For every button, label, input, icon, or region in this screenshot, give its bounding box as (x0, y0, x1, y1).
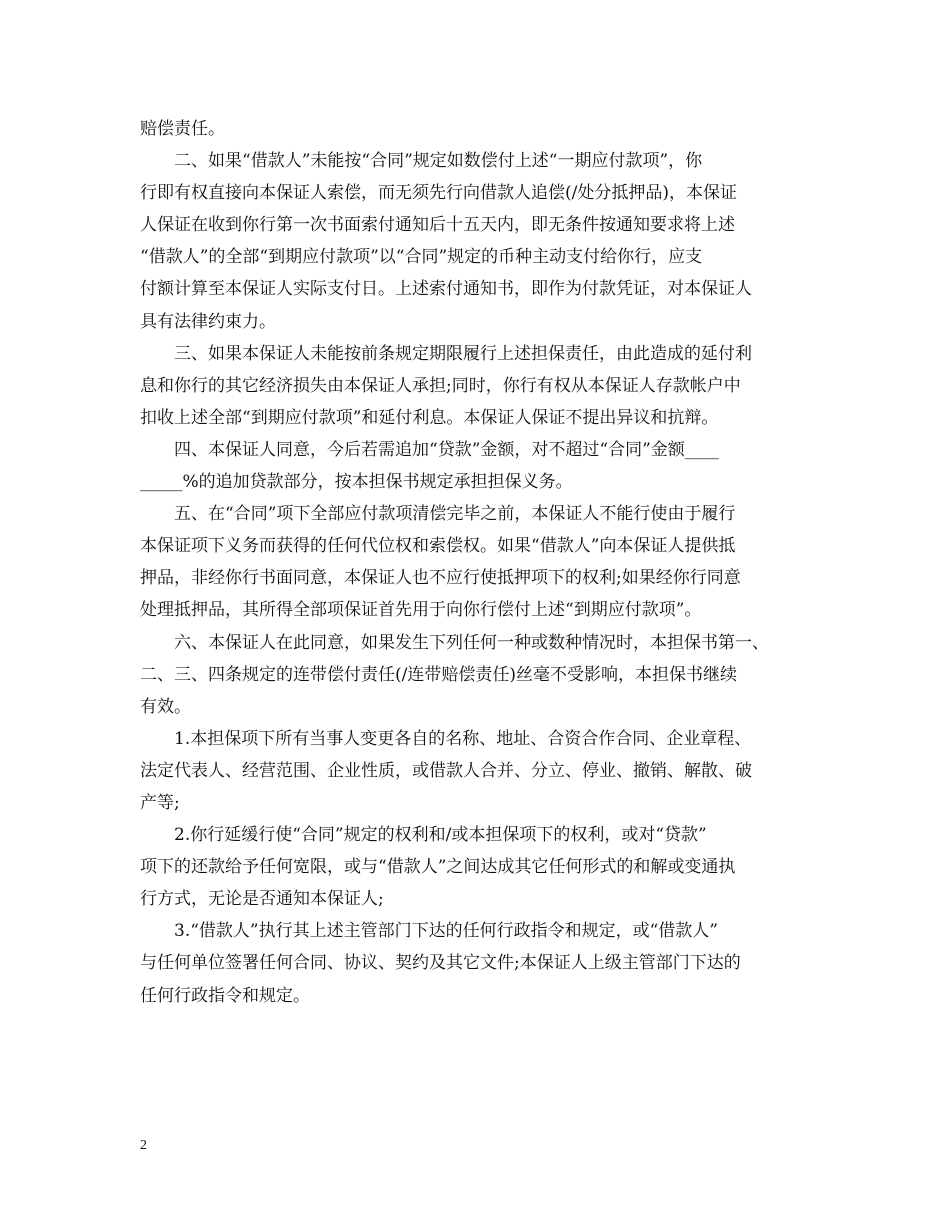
text-line: 二、三、四条规定的连带偿付责任(/连带赔偿责任)丝毫不受影响，本担保书继续 (140, 664, 737, 685)
text-line: 扣收上述全部“到期应付款项”和延付利息。本保证人保证不提出异议和抗辩。 (140, 407, 719, 428)
page-number: 2 (140, 1138, 147, 1153)
text-line: 任何行政指令和规定。 (140, 985, 310, 1006)
text-line: 项下的还款给予任何宽限，或与“借款人”之间达成其它任何形式的和解或变通执 (140, 857, 736, 878)
text-line: 有效。 (140, 696, 191, 717)
text-line: 四、本保证人同意，今后若需追加“贷款”金额，对不超过“合同”金额____ (140, 439, 719, 460)
text-line: 赔偿责任。 (140, 119, 225, 139)
text-line: 息和你行的其它经济损失由本保证人承担;同时，你行有权从本保证人存款帐户中 (140, 375, 741, 396)
text-line: “借款人”的全部“到期应付款项”以“合同”规定的币种主动支付给你行，应支 (140, 247, 703, 268)
text-line: 与任何单位签署任何合同、协议、契约及其它文件;本保证人上级主管部门下达的 (140, 953, 741, 974)
text-line: 本保证项下义务而获得的任何代位权和索偿权。如果“借款人”向本保证人提供抵 (140, 536, 736, 557)
text-line: 二、如果“借款人”未能按“合同”规定如数偿付上述“一期应付款项”，你 (140, 151, 703, 172)
text-line: 具有法律约束力。 (140, 311, 276, 332)
text-line: 2.你行延缓行使“合同”规定的权利和/或本担保项下的权利，或对“贷款” (140, 825, 707, 846)
text-line: 法定代表人、经营范围、企业性质，或借款人合并、分立、停业、撤销、解散、破 (140, 760, 752, 781)
text-line: 付额计算至本保证人实际支付日。上述索付通知书，即作为付款凭证，对本保证人 (140, 279, 752, 300)
text-line: 产等; (140, 792, 180, 813)
document-body (140, 113, 820, 1012)
text-line: 处理抵押品，其所得全部项保证首先用于向你行偿付上述“到期应付款项”。 (140, 600, 702, 621)
text-line: 1.本担保项下所有当事人变更各自的名称、地址、合资合作合同、企业章程、 (140, 728, 752, 749)
text-line: _____%的追加贷款部分，按本担保书规定承担担保义务。 (140, 472, 573, 493)
text-line: 押品，非经你行书面同意，本保证人也不应行使抵押项下的权利;如果经你行同意 (140, 568, 741, 589)
text-line: 3.“借款人”执行其上述主管部门下达的任何行政指令和规定，或“借款人” (140, 921, 718, 942)
text-line: 行方式，无论是否通知本保证人; (140, 889, 384, 910)
text-line: 行即有权直接向本保证人索偿，而无须先行向借款人追偿(/处分抵押品)，本保证 (140, 183, 737, 204)
text-line: 五、在“合同”项下全部应付款项清偿完毕之前，本保证人不能行使由于履行 (140, 504, 736, 525)
text-line: 三、如果本保证人未能按前条规定期限履行上述担保责任，由此造成的延付利 (140, 343, 752, 364)
text-line: 人保证在收到你行第一次书面索付通知后十五天内，即无条件按通知要求将上述 (140, 215, 735, 236)
text-line: 六、本保证人在此同意，如果发生下列任何一种或数种情况时，本担保书第一、 (140, 632, 769, 653)
